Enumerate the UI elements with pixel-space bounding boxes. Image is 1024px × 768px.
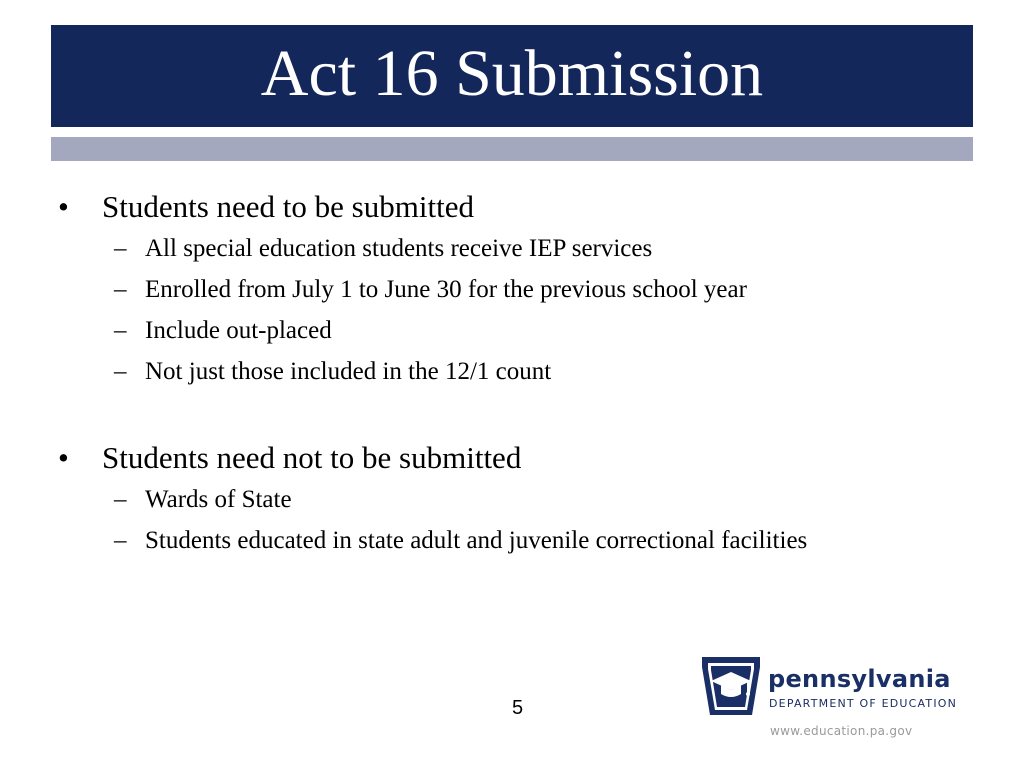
title-bar	[51, 25, 973, 127]
title-stripe	[51, 137, 973, 161]
sub-bullet	[56, 310, 956, 351]
page-number: 5	[512, 697, 524, 719]
dash-mark: –	[114, 527, 127, 554]
keystone-icon	[700, 655, 762, 717]
dash-mark: –	[114, 358, 127, 385]
slide-title: Act 16 Submission	[260, 37, 764, 110]
logo-department: DEPARTMENT OF EDUCATION	[769, 697, 958, 710]
bullet-heading-text: Students need not to be submitted	[102, 440, 522, 475]
logo-wordmark: pennsylvania	[768, 665, 951, 693]
dash-mark: –	[114, 276, 127, 303]
sub-bullet-text: All special education students receive IEP services	[145, 235, 653, 262]
sub-bullet-text: Enrolled from July 1 to June 30 for the previous school year	[145, 276, 747, 303]
dash-mark: –	[114, 317, 127, 344]
sub-bullet	[56, 228, 956, 269]
sub-bullet-text: Not just those included in the 12/1 count	[145, 358, 552, 385]
dash-mark: –	[114, 235, 127, 262]
bullet-mark: •	[58, 189, 69, 224]
sub-bullet	[56, 269, 956, 310]
bullet-heading	[56, 186, 956, 228]
bullet-heading	[56, 437, 956, 479]
sub-bullet	[56, 479, 956, 520]
pa-education-logo	[700, 655, 960, 723]
sub-bullet	[56, 520, 956, 561]
sub-bullet	[56, 351, 956, 392]
dash-mark: –	[114, 486, 127, 513]
sub-bullet-text: Students educated in state adult and juvenile correctional facilities	[145, 527, 808, 554]
bullet-mark: •	[58, 440, 69, 475]
section-spacer	[56, 392, 956, 437]
sub-bullet-text: Wards of State	[145, 486, 292, 513]
bullet-heading-text: Students need to be submitted	[102, 189, 474, 224]
slide-content	[56, 186, 956, 561]
sub-bullet-text: Include out-placed	[145, 317, 332, 344]
website-url: www.education.pa.gov	[770, 724, 913, 738]
